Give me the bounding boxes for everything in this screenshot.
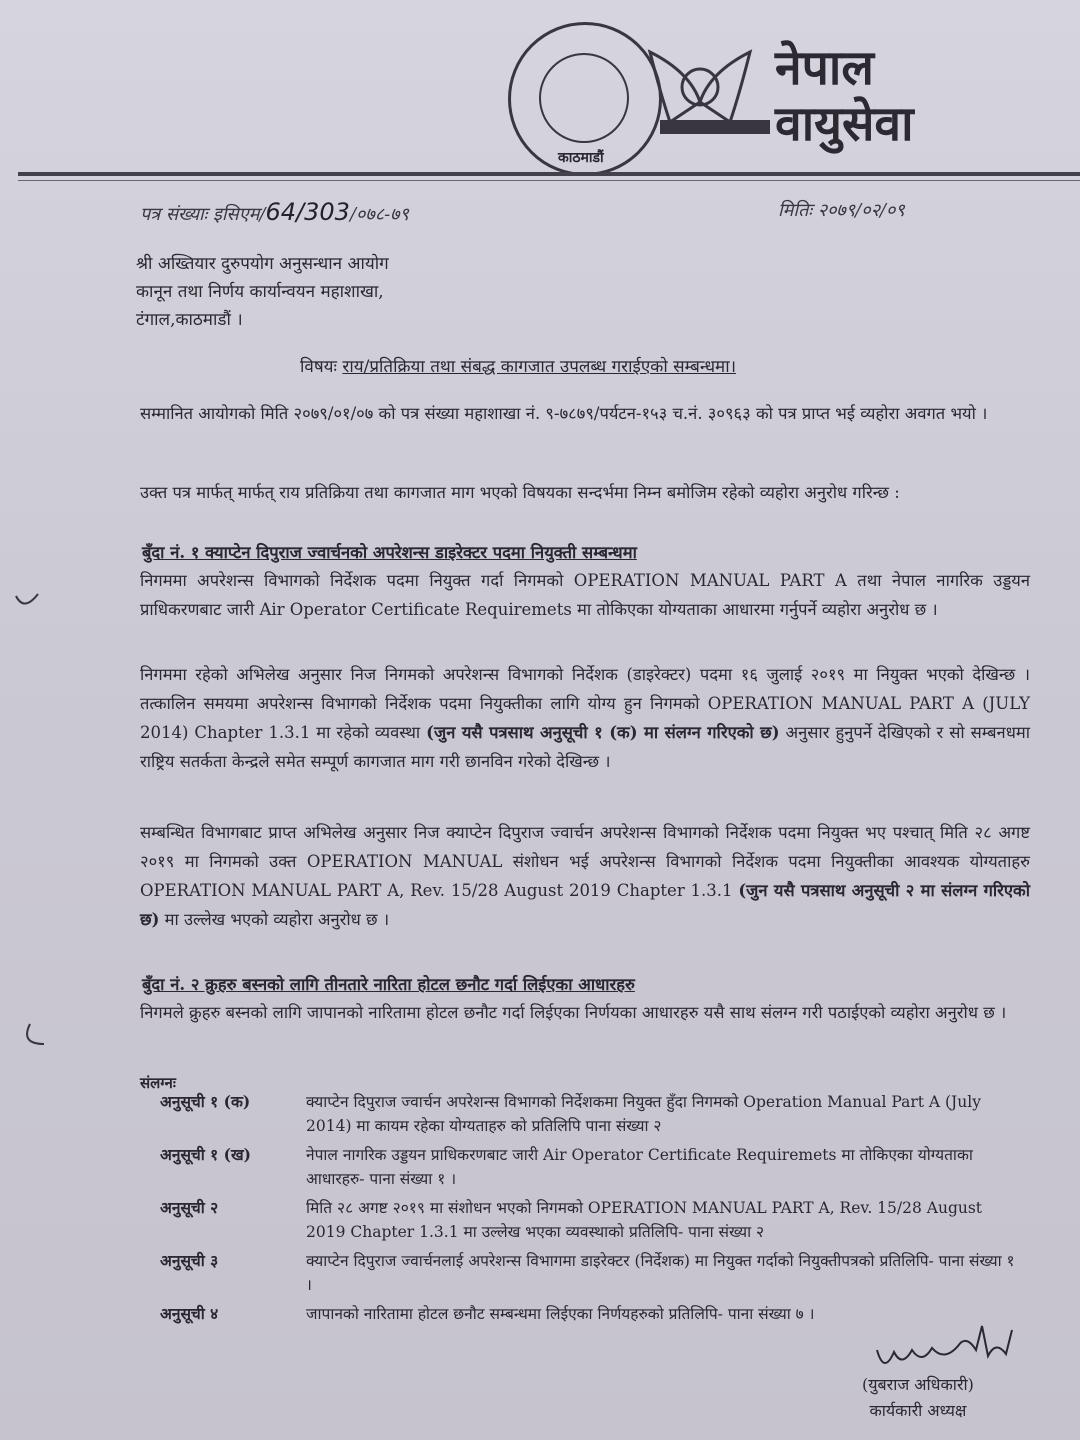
- brand-line-1: नेपाल: [775, 40, 874, 96]
- point-1-heading: बुँदा नं. १ क्याप्टेन दिपुराज ज्वार्चनको अपरेशन्स डाइरेक्टर पदमा नियुक्ती सम्बन्धमा: [142, 543, 637, 562]
- signature-scribble: [872, 1320, 1022, 1380]
- subject-label: विषयः: [300, 357, 337, 377]
- header-divider-thin: [18, 180, 1080, 181]
- address-line-3: टंगाल,काठमाडौं ।: [136, 310, 243, 330]
- attachment-text: जापानको नारितामा होटल छनौट सम्बन्धमा लिईएका निर्णयहरुको प्रतिलिपि- पाना संख्या ७ ।: [306, 1305, 815, 1323]
- attachment-label: अनुसूची १ (क): [160, 1092, 251, 1111]
- attachment-text: क्याप्टेन दिपुराज ज्वार्चन अपरेशन्स विभागको निर्देशकमा नियुक्त हुँदा निगमको Operation Manual Part A (July 2014) मा कायम रहेका योग्यताहरु को प्रतिलिपि पाना संख्या २: [306, 1093, 981, 1135]
- signatory-title: कार्यकारी अध्यक्ष: [869, 1401, 967, 1420]
- attachment-label: अनुसूची ३: [160, 1251, 219, 1270]
- attachment-text: नेपाल नागरिक उड्डयन प्राधिकरणबाट जारी Air Operator Certificate Requiremets मा तोकिएका योग्यताका आधारहरु- पाना संख्या १ ।: [306, 1146, 973, 1188]
- point-2-heading: बुँदा नं. २ क्रुहरु बस्नको लागि तीनतारे नारिता होटल छनौट गर्दा लिईएका आधारहरु: [142, 975, 635, 994]
- ref-handwritten-number: 64/303: [265, 198, 350, 226]
- paragraph-6: निगमले क्रुहरु बस्नको लागि जापानको नारितामा होटल छनौट गर्दा लिईएका निर्णयका आधारहरु यसै साथ संलग्न गरी पठाईएको व्यहोरा अनुरोध छ ।: [140, 1003, 1007, 1022]
- letterhead: [0, 0, 1080, 185]
- signatory-name: (युबराज अधिकारी): [862, 1375, 974, 1394]
- attachment-text: मिति २८ अगष्ट २०१९ मा संशोधन भएको निगमको OPERATION MANUAL PART A, Rev. 15/28 August 2019 Chapter 1.3.1 मा उल्लेख भएका व्यवस्थाको प्रतिलिपि- पाना संख्या २: [306, 1199, 983, 1241]
- attachment-label: अनुसूची ४: [160, 1304, 219, 1323]
- header-divider: [18, 172, 1080, 176]
- paragraph-4: [140, 660, 1030, 776]
- margin-tick-mark: [24, 1022, 50, 1048]
- paragraph-2: उक्त पत्र मार्फत् मार्फत् राय प्रतिक्रिया तथा कागजात माग भएको विषयका सन्दर्भमा निम्न बमोजिम रहेको व्यहोरा अनुरोध गरिन्छ :: [140, 483, 900, 502]
- attachments-title: संलग्नः: [140, 1074, 176, 1092]
- attachment-text: क्याप्टेन दिपुराज ज्वार्चनलाई अपरेशन्स विभागमा डाइरेक्टर (निर्देशक) मा नियुक्त गर्दाको नियुक्तीपत्रको प्रतिलिपि- पाना संख्या १ ।: [306, 1252, 1015, 1294]
- paragraph-3: निगममा अपरेशन्स विभागको निर्देशक पदमा नियुक्त गर्दा निगमको OPERATION MANUAL PART A तथा नेपाल नागरिक उड्डयन प्राधिकरणबाट जारी Air Operator Certificate Requiremets मा तोकिएका योग्यताका आधारमा गर्नुपर्ने व्यहोरा अनुरोध छ ।: [140, 571, 1030, 619]
- paragraph-5-part-a: सम्बन्धित विभागबाट प्राप्त अभिलेख अनुसार निज क्याप्टेन दिपुराज ज्वार्चन अपरेशन्स विभागको निर्देशक पदमा नियुक्त भए पश्चात् मिति २८ अगष्ट २०१९ मा निगमको उक्त OPERATION MANUAL संशोधन भई अपरेशन्स विभागको निर्देशक पदमा नियुक्तीका आवश्यक योग्यताहरु OPERATION MANUAL PART A, Rev. 15/28 August 2019 Chapter 1.3.1: [140, 823, 1030, 900]
- paragraph-4-part-c: अनुसार हुनुपर्ने देखिएको र सो सम्बनधमा राष्ट्रिय सतर्कता केन्द्रले समेत सम्पूर्ण कागजात माग गरी छानविन गरेको देखिन्छ ।: [140, 723, 1031, 771]
- margin-tick-mark: [14, 586, 40, 612]
- paragraph-5: [140, 818, 1030, 934]
- subject-text: राय/प्रतिक्रिया तथा संबद्ध कागजात उपलब्ध गराईएको सम्बन्धमा।: [342, 357, 737, 377]
- paragraph-5-part-c: मा उल्लेख भएको व्यहोरा अनुरोध छ ।: [164, 910, 390, 929]
- paragraph-4-attachment-note: (जुन यसै पत्रसाथ अनुसूची १ (क) मा संलग्न गरिएको छ): [426, 723, 780, 742]
- subject-line: [300, 354, 736, 377]
- signatory-block: [862, 1372, 974, 1424]
- attachment-label: अनुसूची २: [160, 1198, 219, 1217]
- stamp-text: काठमाडौं: [558, 150, 604, 166]
- brand-line-2: वायुसेवा: [775, 96, 914, 152]
- paragraph-4-part-a: निगममा रहेको अभिलेख अनुसार निज निगमको अपरेशन्स विभागको निर्देशक (डाइरेक्टर) पदमा १६ जुलाई २०१९ मा नियुक्त भएको देखिन्छ । तत्कालिन समयमा अपरेशन्स विभागको निर्देशक पदमा नियुक्तीका लागि योग्य हुन निगमको OPERATION MANUAL PART A (JULY 2014) Chapter 1.3.1 मा रहेको व्यवस्था: [140, 665, 1030, 742]
- ref-suffix: /०७८-७९: [349, 204, 409, 225]
- brand-name: [775, 40, 1015, 152]
- stamp-inner-ring: [539, 53, 629, 143]
- recipient-address: [136, 250, 389, 334]
- address-line-1: श्री अख्तियार दुरुपयोग अनुसन्धान आयोग: [136, 254, 389, 274]
- address-line-2: कानून तथा निर्णय कार्यान्वयन महाशाखा,: [136, 282, 384, 302]
- ref-prefix: पत्र संख्याः इसिएम/: [140, 204, 266, 225]
- paragraph-1: सम्मानित आयोगको मिति २०७९/०१/०७ को पत्र संख्या महाशाखा नं. ९-७८७९/पर्यटन-१५३ च.नं. ३०९६३ को पत्र प्राप्त भई व्यहोरा अवगत भयो ।: [140, 404, 988, 423]
- attachment-label: अनुसूची १ (ख): [160, 1145, 251, 1164]
- airline-wings-logo: [630, 32, 770, 142]
- letter-date: मितिः २०७९/०२/०९: [778, 200, 905, 221]
- reference-number: [140, 198, 409, 226]
- paragraph-5-attachment-note: (जुन यसै पत्रसाथ अनुसूची २ मा संलग्न गरिएको छ): [140, 881, 1031, 929]
